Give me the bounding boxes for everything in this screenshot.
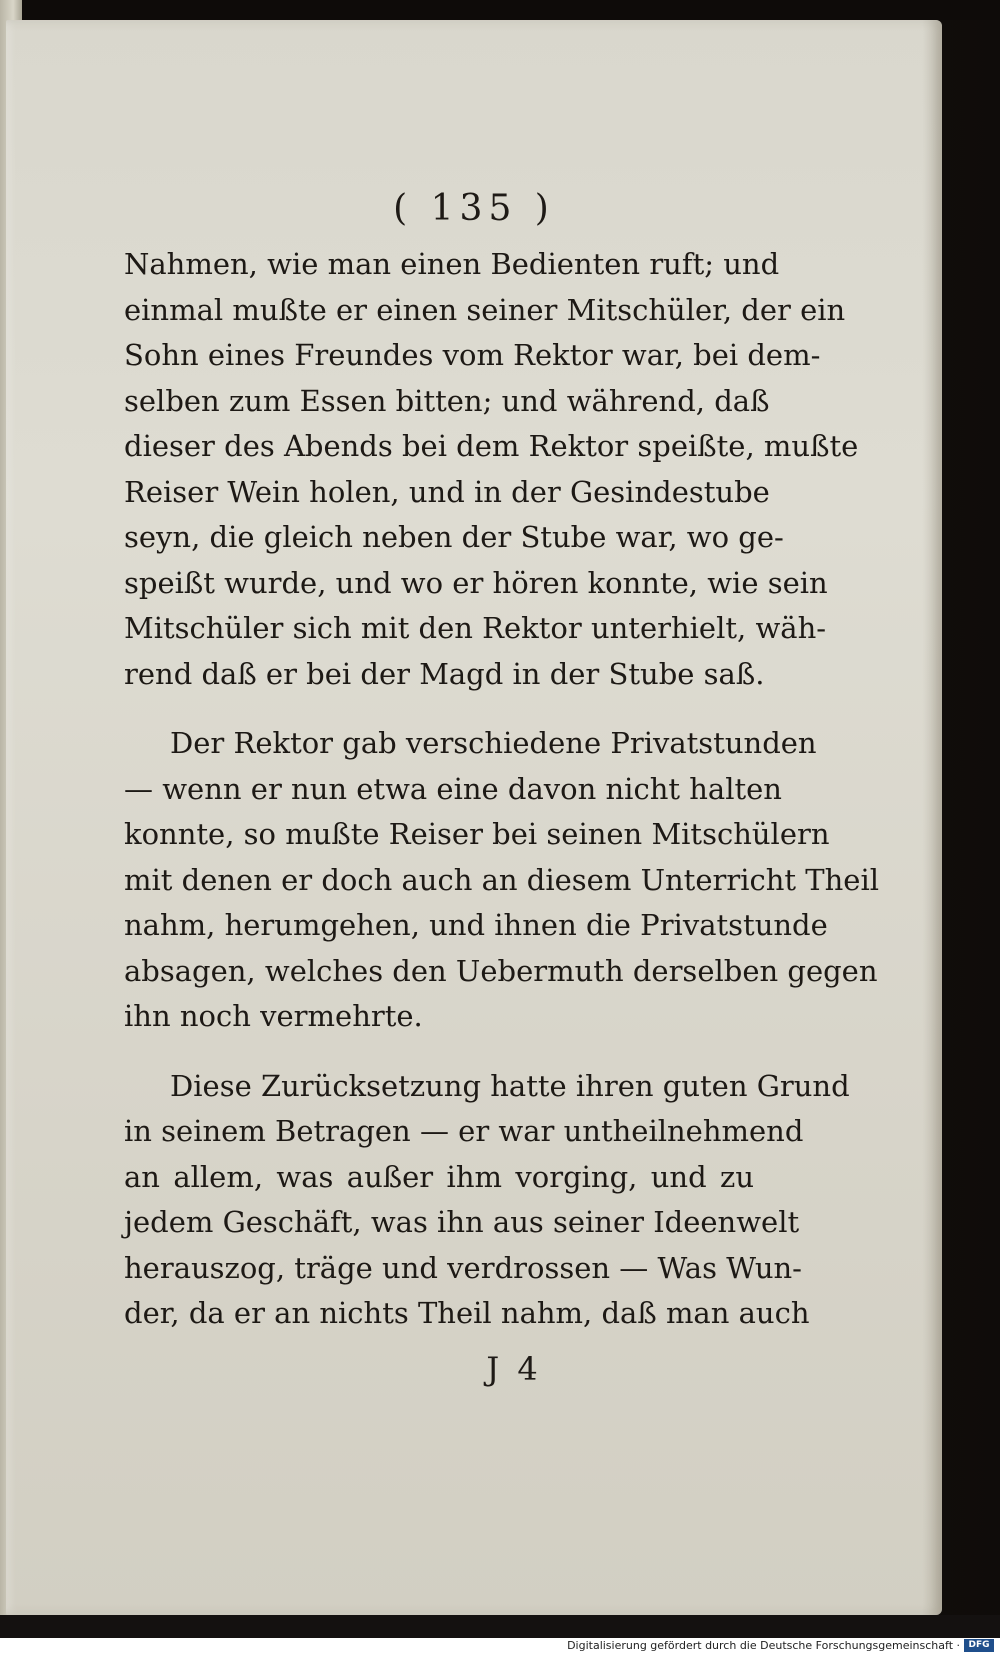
- text-line: rend daß er bei der Magd in der Stube saß.: [124, 656, 765, 691]
- text-line: ihn noch vermehrte.: [124, 999, 423, 1033]
- text-line: jedem Geschäft, was ihn aus seiner Ideenwelt: [124, 1205, 800, 1239]
- text-line: einmal mußte er einen seiner Mitschüler, der ein: [124, 292, 846, 327]
- text-line: speißt wurde, und wo er hören konnte, wie sein: [124, 565, 828, 600]
- signature-mark: J 4: [486, 1350, 542, 1388]
- text-line: konnte, so mußte Reiser bei seinen Mitschülern: [124, 817, 830, 851]
- text-line: absagen, welches den Uebermuth derselben gegen: [124, 953, 878, 988]
- scan-top-edge: [0, 0, 1000, 20]
- dfg-logo-icon: DFG: [964, 1639, 994, 1652]
- text-line: dieser des Abends bei dem Rektor speißte, mußte: [124, 429, 859, 463]
- text-line: Der Rektor gab verschiedene Privatstunden: [170, 726, 817, 760]
- text-line: herauszog, träge und verdrossen — Was Wun-: [124, 1250, 802, 1285]
- text-line: mit denen er doch auch an diesem Unterricht Theil: [124, 862, 880, 897]
- page-number: ( 135 ): [393, 188, 555, 229]
- text-line: Mitschüler sich mit den Rektor unterhielt, wäh-: [124, 611, 827, 645]
- text-line: in seinem Betragen — er war untheilnehmend: [124, 1114, 804, 1148]
- text-line: Diese Zurücksetzung hatte ihren guten Grund: [170, 1068, 850, 1103]
- paragraph-2: [124, 721, 880, 1040]
- book-page: [6, 20, 942, 1615]
- text-line: Sohn eines Freundes vom Rektor war, bei dem-: [124, 338, 821, 372]
- text-line: nahm, herumgehen, und ihnen die Privatstunde: [124, 908, 828, 942]
- text-line: Reiser Wein holen, und in der Gesindestube: [124, 474, 770, 509]
- text-line: an allem, was außer ihm vorging, und zu: [124, 1159, 754, 1194]
- text-line: selben zum Essen bitten; und während, daß: [124, 383, 770, 418]
- paragraph-3: [124, 1064, 850, 1337]
- text-line: Nahmen, wie man einen Bedienten ruft; und: [124, 247, 780, 281]
- text-line: — wenn er nun etwa eine davon nicht halten: [124, 771, 782, 806]
- text-line: der, da er an nichts Theil nahm, daß man auch: [124, 1296, 810, 1330]
- body-text: [124, 242, 880, 1361]
- paragraph-1: [124, 242, 859, 697]
- text-line: seyn, die gleich neben der Stube war, wo ge-: [124, 520, 784, 554]
- footer-credit: Digitalisierung gefördert durch die Deutsche Forschungsgemeinschaft ·: [567, 1639, 960, 1652]
